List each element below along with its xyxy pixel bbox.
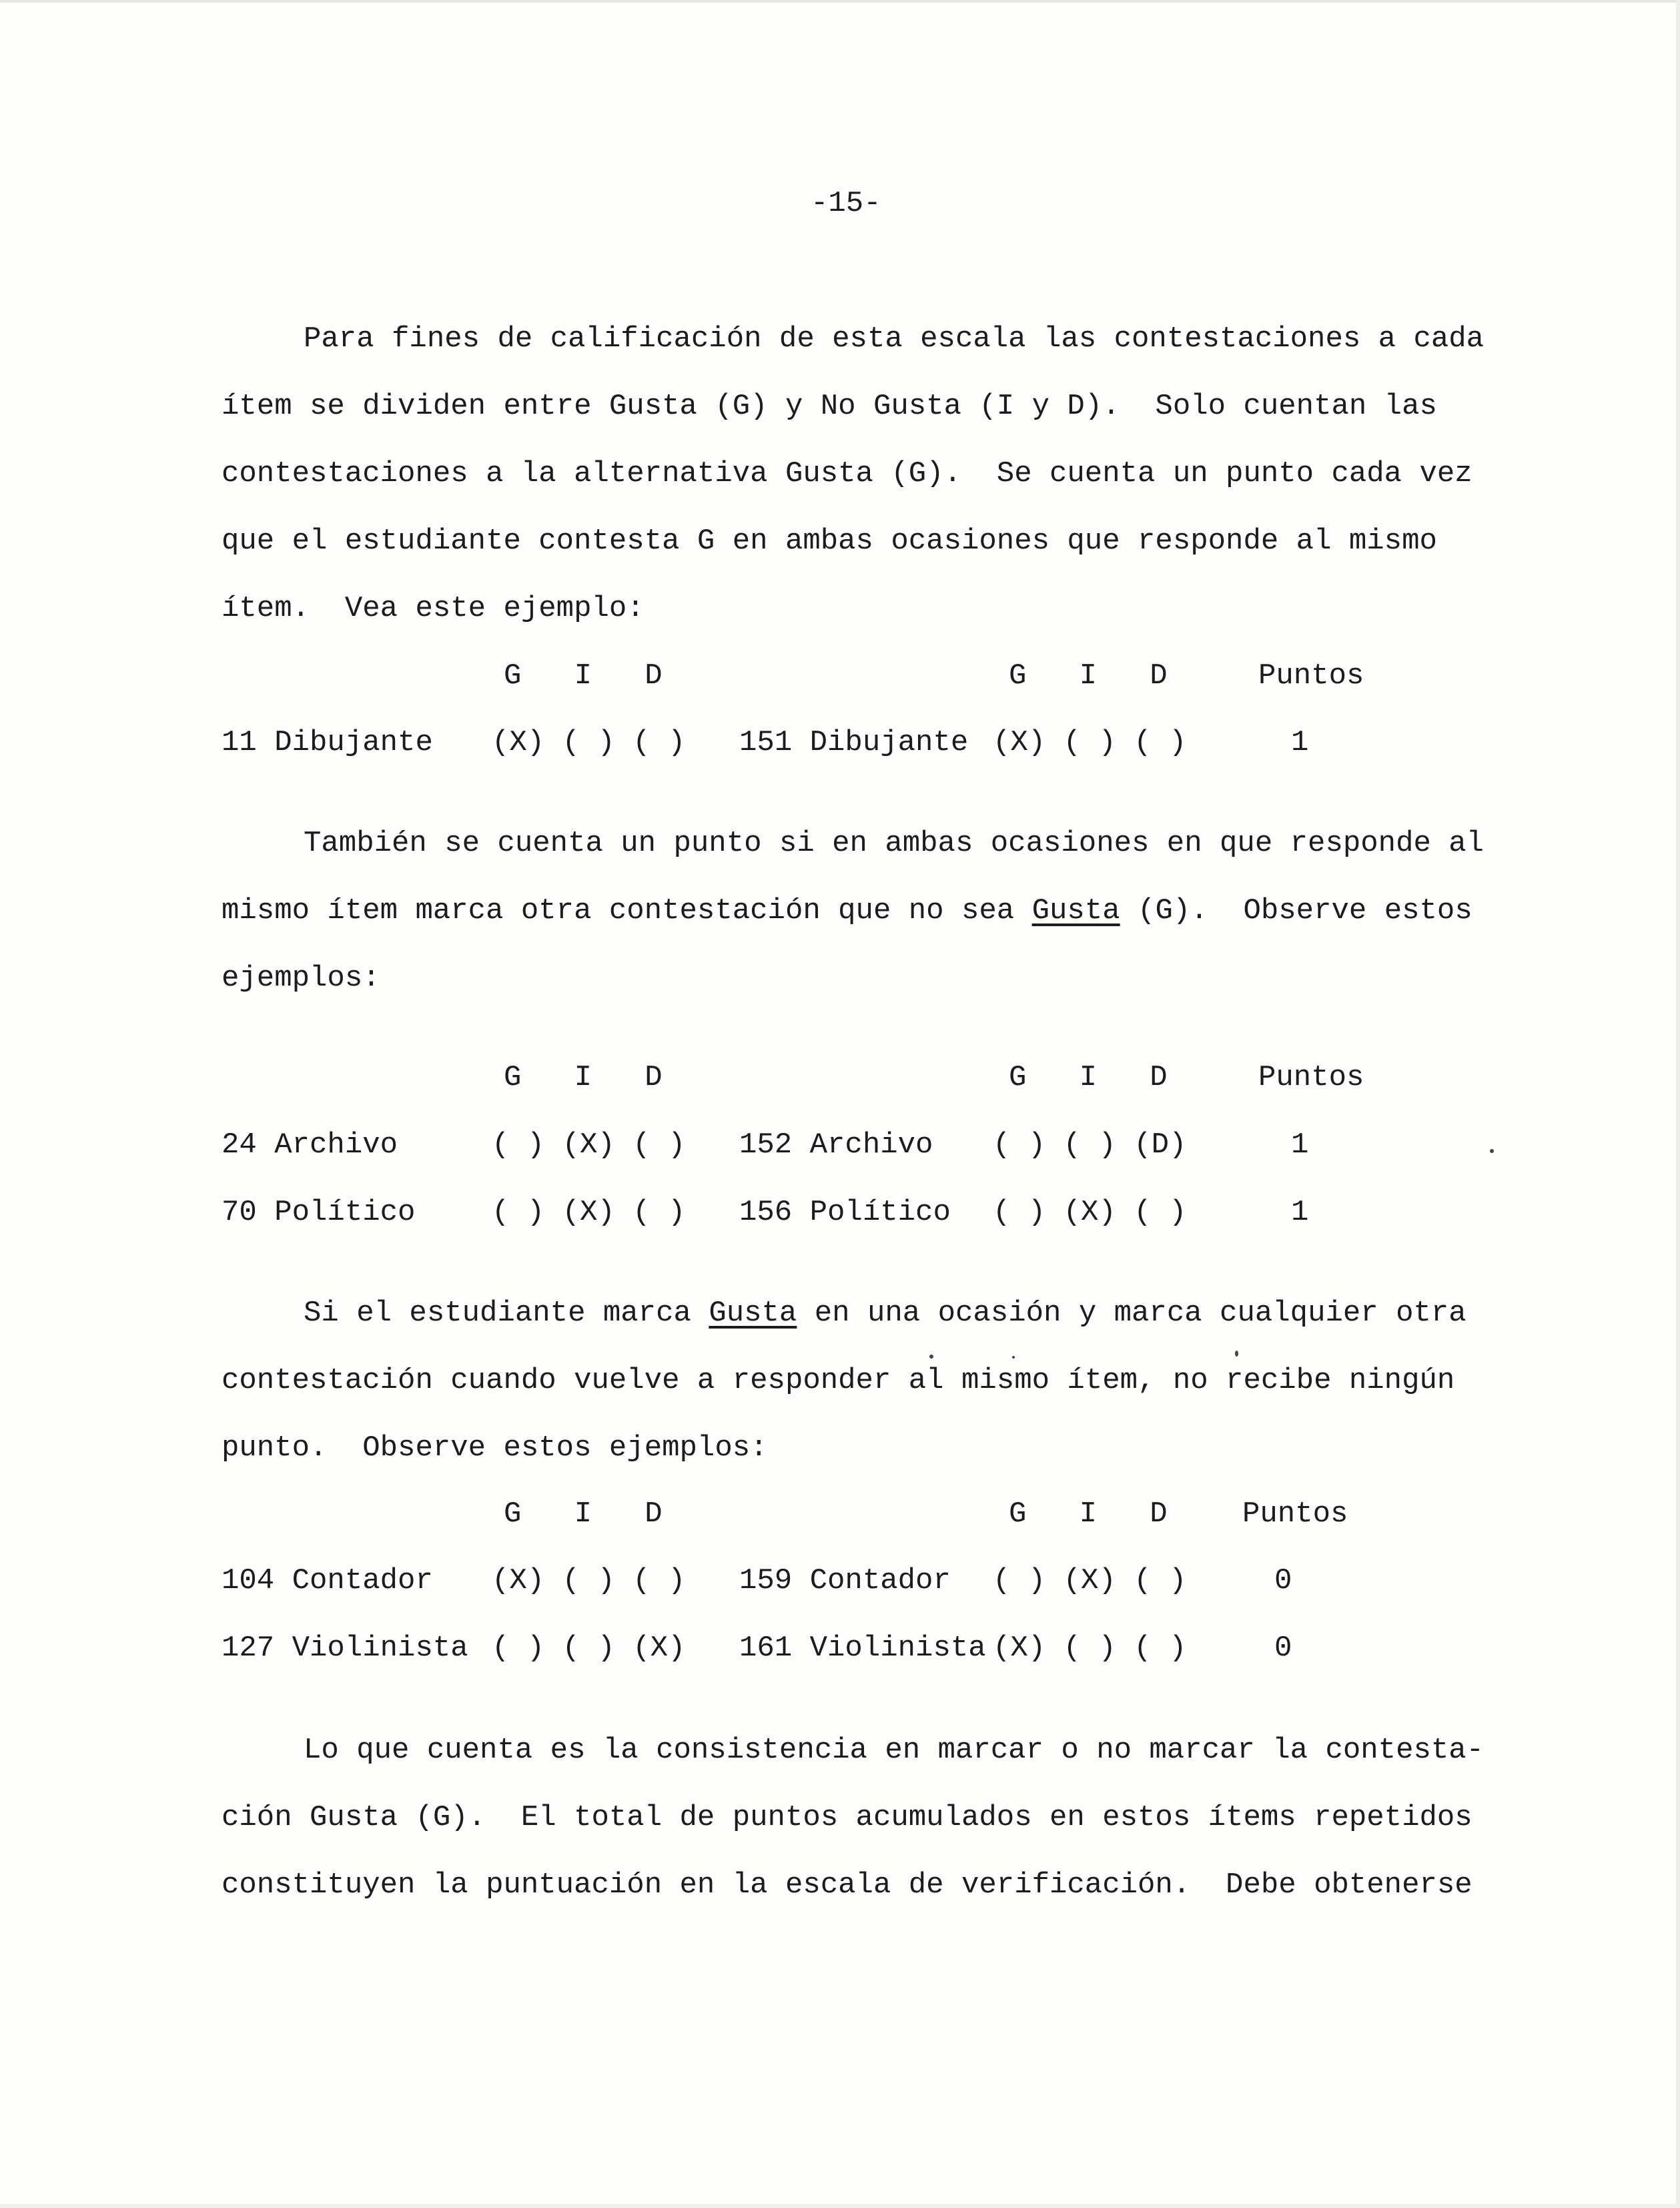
table1-row1-marks-b: (X) ( ) ( )	[993, 726, 1187, 759]
table3-row2-marks-b: (X) ( ) ( )	[993, 1631, 1187, 1665]
table1-row1-marks-a: (X) ( ) ( )	[492, 726, 686, 759]
table1-header-left: G I D	[504, 659, 663, 693]
page-edge-right	[1676, 0, 1680, 2208]
table2-row1-points: 1	[1291, 1128, 1309, 1162]
table2-header-right: G I D	[1009, 1061, 1168, 1094]
table1-row1-item-b: 151 Dibujante	[739, 726, 969, 759]
table3-row2-item-a: 127 Violinista	[222, 1631, 468, 1665]
table3-row1-item-a: 104 Contador	[222, 1564, 433, 1597]
table1-row1-item-a: 11 Dibujante	[222, 726, 433, 759]
para2-line-2-post: (G). Observe estos	[1120, 894, 1473, 928]
page-edge-top	[0, 0, 1680, 3]
para1-line-3: contestaciones a la alternativa Gusta (G). Se cuenta un punto cada vez	[222, 457, 1473, 490]
table2-header-points: Puntos	[1258, 1061, 1364, 1094]
table3-row1-points: 0	[1274, 1564, 1292, 1597]
table3-row2-item-b: 161 Violinista	[739, 1631, 986, 1665]
page-edge-bottom	[0, 2204, 1680, 2208]
scan-speck	[1490, 1149, 1494, 1153]
table2-row2-marks-b: ( ) (X) ( )	[993, 1196, 1187, 1229]
table3-row2-marks-a: ( ) ( ) (X)	[492, 1631, 686, 1665]
para2-line-2-pre: mismo ítem marca otra contestación que no sea	[222, 894, 1032, 928]
para1-line-4: que el estudiante contesta G en ambas ocasiones que responde al mismo	[222, 524, 1437, 558]
table3-header-left: G I D	[504, 1497, 663, 1531]
table3-row2-points: 0	[1274, 1631, 1292, 1665]
table2-row1-item-a: 24 Archivo	[222, 1128, 398, 1162]
para2-line-1: También se cuenta un punto si en ambas ocasiones en que responde al	[304, 827, 1485, 860]
para4-line-1: Lo que cuenta es la consistencia en marcar o no marcar la contesta-	[304, 1734, 1485, 1767]
table1-header-right: G I D	[1009, 659, 1168, 693]
table2-row2-marks-a: ( ) (X) ( )	[492, 1196, 686, 1229]
table1-header-points: Puntos	[1258, 659, 1364, 693]
para4-line-3: constituyen la puntuación en la escala de verificación. Debe obtenerse	[222, 1868, 1473, 1902]
table3-row1-marks-b: ( ) (X) ( )	[993, 1564, 1187, 1597]
para1-line-1: Para fines de calificación de esta escala las contestaciones a cada	[304, 322, 1485, 356]
scan-speck	[929, 1355, 933, 1359]
para4-line-2: ción Gusta (G). El total de puntos acumulados en estos ítems repetidos	[222, 1801, 1473, 1834]
table2-row1-marks-b: ( ) ( ) (D)	[993, 1128, 1187, 1162]
table3-header-points: Puntos	[1242, 1497, 1348, 1531]
para3-line-1-post: en una ocasión y marca cualquier otra	[797, 1297, 1466, 1330]
table2-row2-item-b: 156 Político	[739, 1196, 951, 1229]
para2-line-3: ejemplos:	[222, 962, 380, 995]
underlined-gusta: Gusta	[1031, 894, 1120, 928]
para2-line-2	[222, 893, 1473, 928]
para3-line-1-pre: Si el estudiante marca	[304, 1297, 709, 1330]
para3-line-3: punto. Observe estos ejemplos:	[222, 1431, 768, 1465]
table3-row1-item-b: 159 Contador	[739, 1564, 951, 1597]
table2-row1-marks-a: ( ) (X) ( )	[492, 1128, 686, 1162]
para1-line-2: ítem se dividen entre Gusta (G) y No Gusta (I y D). Solo cuentan las	[222, 390, 1437, 423]
table2-row2-points: 1	[1291, 1196, 1309, 1229]
table1-row1-points: 1	[1291, 726, 1309, 759]
page-number: -15-	[811, 187, 881, 220]
para3-line-1	[304, 1296, 1466, 1331]
table2-row1-item-b: 152 Archivo	[739, 1128, 933, 1162]
table2-header-left: G I D	[504, 1061, 663, 1094]
scan-speck	[1235, 1351, 1238, 1357]
table2-row2-item-a: 70 Político	[222, 1196, 416, 1229]
table3-row1-marks-a: (X) ( ) ( )	[492, 1564, 686, 1597]
table3-header-right: G I D	[1009, 1497, 1168, 1531]
scan-speck	[1012, 1356, 1015, 1359]
para3-line-2: contestación cuando vuelve a responder al mismo ítem, no recibe ningún	[222, 1364, 1455, 1397]
underlined-gusta: Gusta	[709, 1297, 797, 1330]
para1-line-5: ítem. Vea este ejemplo:	[222, 592, 645, 625]
